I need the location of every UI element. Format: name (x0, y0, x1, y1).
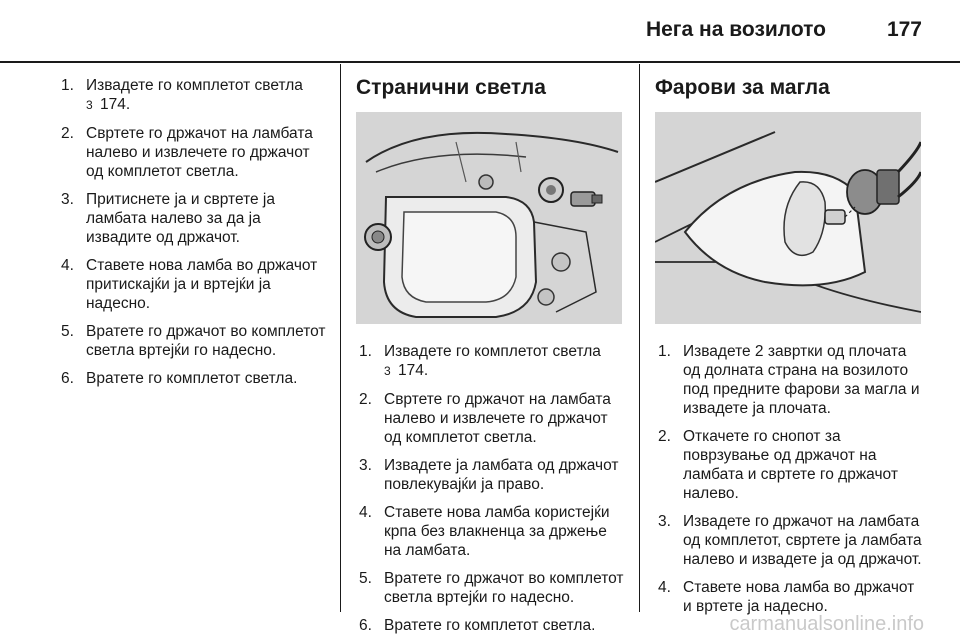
step-text: Откачете го снопот за поврзување од држачот на ламбата и свртете го држачот налево. (683, 428, 898, 502)
step-item (655, 342, 927, 418)
fog-light-illustration (655, 112, 921, 324)
steps-list (356, 342, 628, 635)
side-light-illustration (356, 112, 622, 324)
step-text: Притиснете ја и свртете ја ламбата налево за да ја извадите од држачот. (86, 191, 275, 246)
step-number: 5. (61, 323, 74, 340)
step-item (58, 256, 326, 313)
step-number: 2. (359, 391, 372, 408)
step-number: 2. (658, 428, 671, 445)
section-title-fog-lights: Фарови за магла (655, 76, 830, 99)
watermark-text: carmanualsonline.info (729, 613, 924, 635)
step-item (58, 369, 326, 388)
step-item (58, 322, 326, 360)
step-number: 4. (658, 579, 671, 596)
step-text: Ставете нова ламба во држачот и вртете ја надесно. (683, 579, 915, 615)
step-item (58, 190, 326, 247)
column-divider (639, 64, 640, 612)
step-number: 3. (658, 513, 671, 530)
step-number: 2. (61, 125, 74, 142)
step-number: 6. (61, 370, 74, 387)
step-item (655, 578, 927, 616)
page-number: 177 (886, 18, 922, 41)
step-number: 4. (61, 257, 74, 274)
step-number: 1. (359, 343, 372, 360)
step-item (58, 76, 326, 115)
step-text: Вратете го комплетот светла. (86, 370, 298, 387)
fog-lamp-drawing (655, 112, 921, 324)
step-text: Вратете го држачот во комплетот светла вртејќи го надесно. (384, 570, 624, 606)
cross-reference-icon: 3 (384, 364, 391, 378)
step-item (58, 124, 326, 181)
step-text: Вратете го држачот во комплетот светла вртејќи го надесно. (86, 323, 326, 359)
step-text: Свртете го држачот на ламбата налево и извлечете го држачот од комплетот светла. (86, 125, 313, 180)
step-text: Свртете го држачот на ламбата налево и извлечете го држачот од комплетот светла. (384, 391, 611, 446)
page-reference-link[interactable]: 174. (398, 362, 429, 379)
step-text: Извадете го држачот на ламбата од комплетот, свртете ја ламбата налево и извадете ја од држачот. (683, 513, 922, 568)
step-number: 5. (359, 570, 372, 587)
section-title-side-lights: Странични светла (356, 76, 546, 99)
step-item (655, 427, 927, 503)
column-2 (356, 76, 628, 644)
steps-list (655, 342, 927, 616)
step-text: Извадете 2 завртки од плочата од долната страна на возилото под предните фарови за магла и извадете ја плочата. (683, 343, 920, 417)
cross-reference-icon: 3 (86, 98, 93, 112)
step-item (356, 342, 628, 381)
header-rule (0, 61, 960, 63)
step-text: Ставете нова ламба користејќи крпа без влакненца за држење на ламбата. (384, 504, 610, 559)
step-item (356, 390, 628, 447)
step-number: 1. (658, 343, 671, 360)
column-1 (58, 76, 326, 397)
step-number: 1. (61, 77, 74, 94)
step-text: Извадете го комплетот светла (384, 343, 601, 360)
step-number: 4. (359, 504, 372, 521)
step-number: 6. (359, 617, 372, 634)
steps-list (58, 76, 326, 388)
step-text: Вратете го комплетот светла. (384, 617, 596, 634)
step-item (356, 456, 628, 494)
step-item (356, 503, 628, 560)
step-item (356, 569, 628, 607)
step-text: Ставете нова ламба во држачот притискајќи ја и вртејќи ја надесно. (86, 257, 318, 312)
step-number: 3. (61, 191, 74, 208)
step-item (655, 512, 927, 569)
column-3 (655, 76, 927, 625)
page-header-title: Нега на возилото (645, 18, 826, 41)
column-divider (340, 64, 341, 612)
step-text: Извадете ја ламбата од држачот повлекувајќи ја право. (384, 457, 619, 493)
step-text: Извадете го комплетот светла (86, 77, 303, 94)
headlamp-assembly-drawing (356, 112, 622, 324)
step-number: 3. (359, 457, 372, 474)
step-item (356, 616, 628, 635)
page-reference-link[interactable]: 174. (100, 96, 131, 113)
